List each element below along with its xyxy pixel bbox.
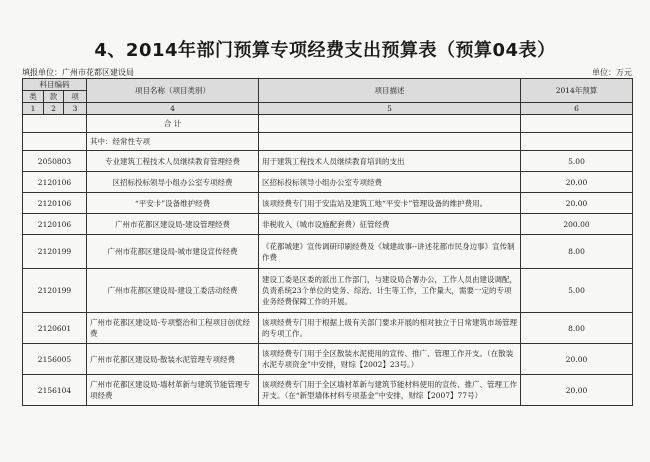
header-xiang: 项 [64,91,87,103]
project-name: 广州市花都区建设局-专项整治和工程项目创优经费 [87,313,259,344]
table-row [23,235,633,269]
header-budget: 2014年预算 [521,79,633,103]
index-cell: 1 [23,103,44,115]
subject-code: 2120199 [23,269,87,313]
table-row [23,214,633,235]
table-row [23,313,633,344]
header-kuan: 款 [44,91,64,103]
subject-code: 2120601 [23,313,87,344]
project-name: 广州市花都区建设局-建设管理经费 [87,214,259,235]
project-desc: 《花都城建》宣传调研印刷经费及《城建故事--讲述花都市民身边事》宣传制作费 [259,235,521,269]
subject-code: 2120106 [23,214,87,235]
subheading-row [23,133,633,151]
header-project-desc: 项目描述 [259,79,521,103]
index-cell: 4 [87,103,259,115]
page-title: 4、2014年部门预算专项经费支出预算表（预算04表） [94,40,556,61]
table-row [23,375,633,406]
subheading-label: 其中：经常性专项 [87,133,259,151]
budget-amount: 8.00 [521,235,633,269]
project-desc: 该项经费专门用于全区散装水泥使用的宣传、推广、管理工作开支。（在散装水泥专项资金”中安排，财综【2002】23号。） [259,344,521,375]
table-row [23,172,633,193]
budget-amount: 20.00 [521,344,633,375]
header-project-name: 项目名称（项目类别） [87,79,259,103]
budget-amount: 5.00 [521,151,633,172]
reporting-unit: 填报单位：广州市花都区建设局 [22,68,134,77]
project-desc: 区招标投标领导小组办公室专项经费 [259,172,521,193]
budget-amount: 20.00 [521,375,633,406]
budget-amount: 20.00 [521,172,633,193]
index-row [23,103,633,115]
budget-amount: 200.00 [521,214,633,235]
project-name: 广州市花都区建设局-城市建设宣传经费 [87,235,259,269]
index-cell: 3 [64,103,87,115]
index-cell: 2 [44,103,64,115]
subject-code: 2050803 [23,151,87,172]
project-desc: 该项经费专门用于根据上级有关部门要求开展的相对独立于日常建筑市场管理的专项工作。 [259,313,521,344]
project-desc: 该项经费专门用于安监站及建筑工地“平安卡”管理设备的维护费用。 [259,193,521,214]
subject-code: 2120199 [23,235,87,269]
table-row [23,193,633,214]
subject-code: 2120106 [23,193,87,214]
project-name: “平安卡”设备维护经费 [87,193,259,214]
project-desc: 非税收入（城市设施配套费）征管经费 [259,214,521,235]
subject-code: 2120106 [23,172,87,193]
budget-table [22,78,633,406]
project-name: 广州市花都区建设局-建设工委活动经费 [87,269,259,313]
total-label: 合 计 [87,115,259,133]
project-desc: 该项经费专门用于全区墙材革新与建筑节能材料使用的宣传、推广、管理工作开支。（在“新型墙体材料专项基金”中安排，财综【2007】77号） [259,375,521,406]
table-row [23,344,633,375]
header-code-group: 科目编码 [23,79,87,91]
header-lei: 类 [23,91,44,103]
project-name: 广州市花都区建设局-墙材革新与建筑节能管理专项经费 [87,375,259,406]
project-name: 专业建筑工程技术人员继续教育管理经费 [87,151,259,172]
subject-code: 2156005 [23,344,87,375]
total-row [23,115,633,133]
project-desc: 用于建筑工程技术人员继续教育培训的支出 [259,151,521,172]
table-row [23,151,633,172]
index-cell: 6 [521,103,633,115]
subject-code: 2156104 [23,375,87,406]
project-desc: 建设工委是区委的派出工作部门，与建设局合署办公，工作人员由建设调配，负责系统23个单位的党务、综治、计生等工作，工作量大，需要一定的专项业务经费保障工作的开展。 [259,269,521,313]
currency-unit: 单位：万元 [592,68,632,77]
project-name: 广州市花都区建设局-散装水泥管理专项经费 [87,344,259,375]
project-name: 区招标投标领导小组办公室专项经费 [87,172,259,193]
index-cell: 5 [259,103,521,115]
budget-amount: 5.00 [521,269,633,313]
table-row [23,269,633,313]
budget-amount: 8.00 [521,313,633,344]
budget-amount: 20.00 [521,193,633,214]
